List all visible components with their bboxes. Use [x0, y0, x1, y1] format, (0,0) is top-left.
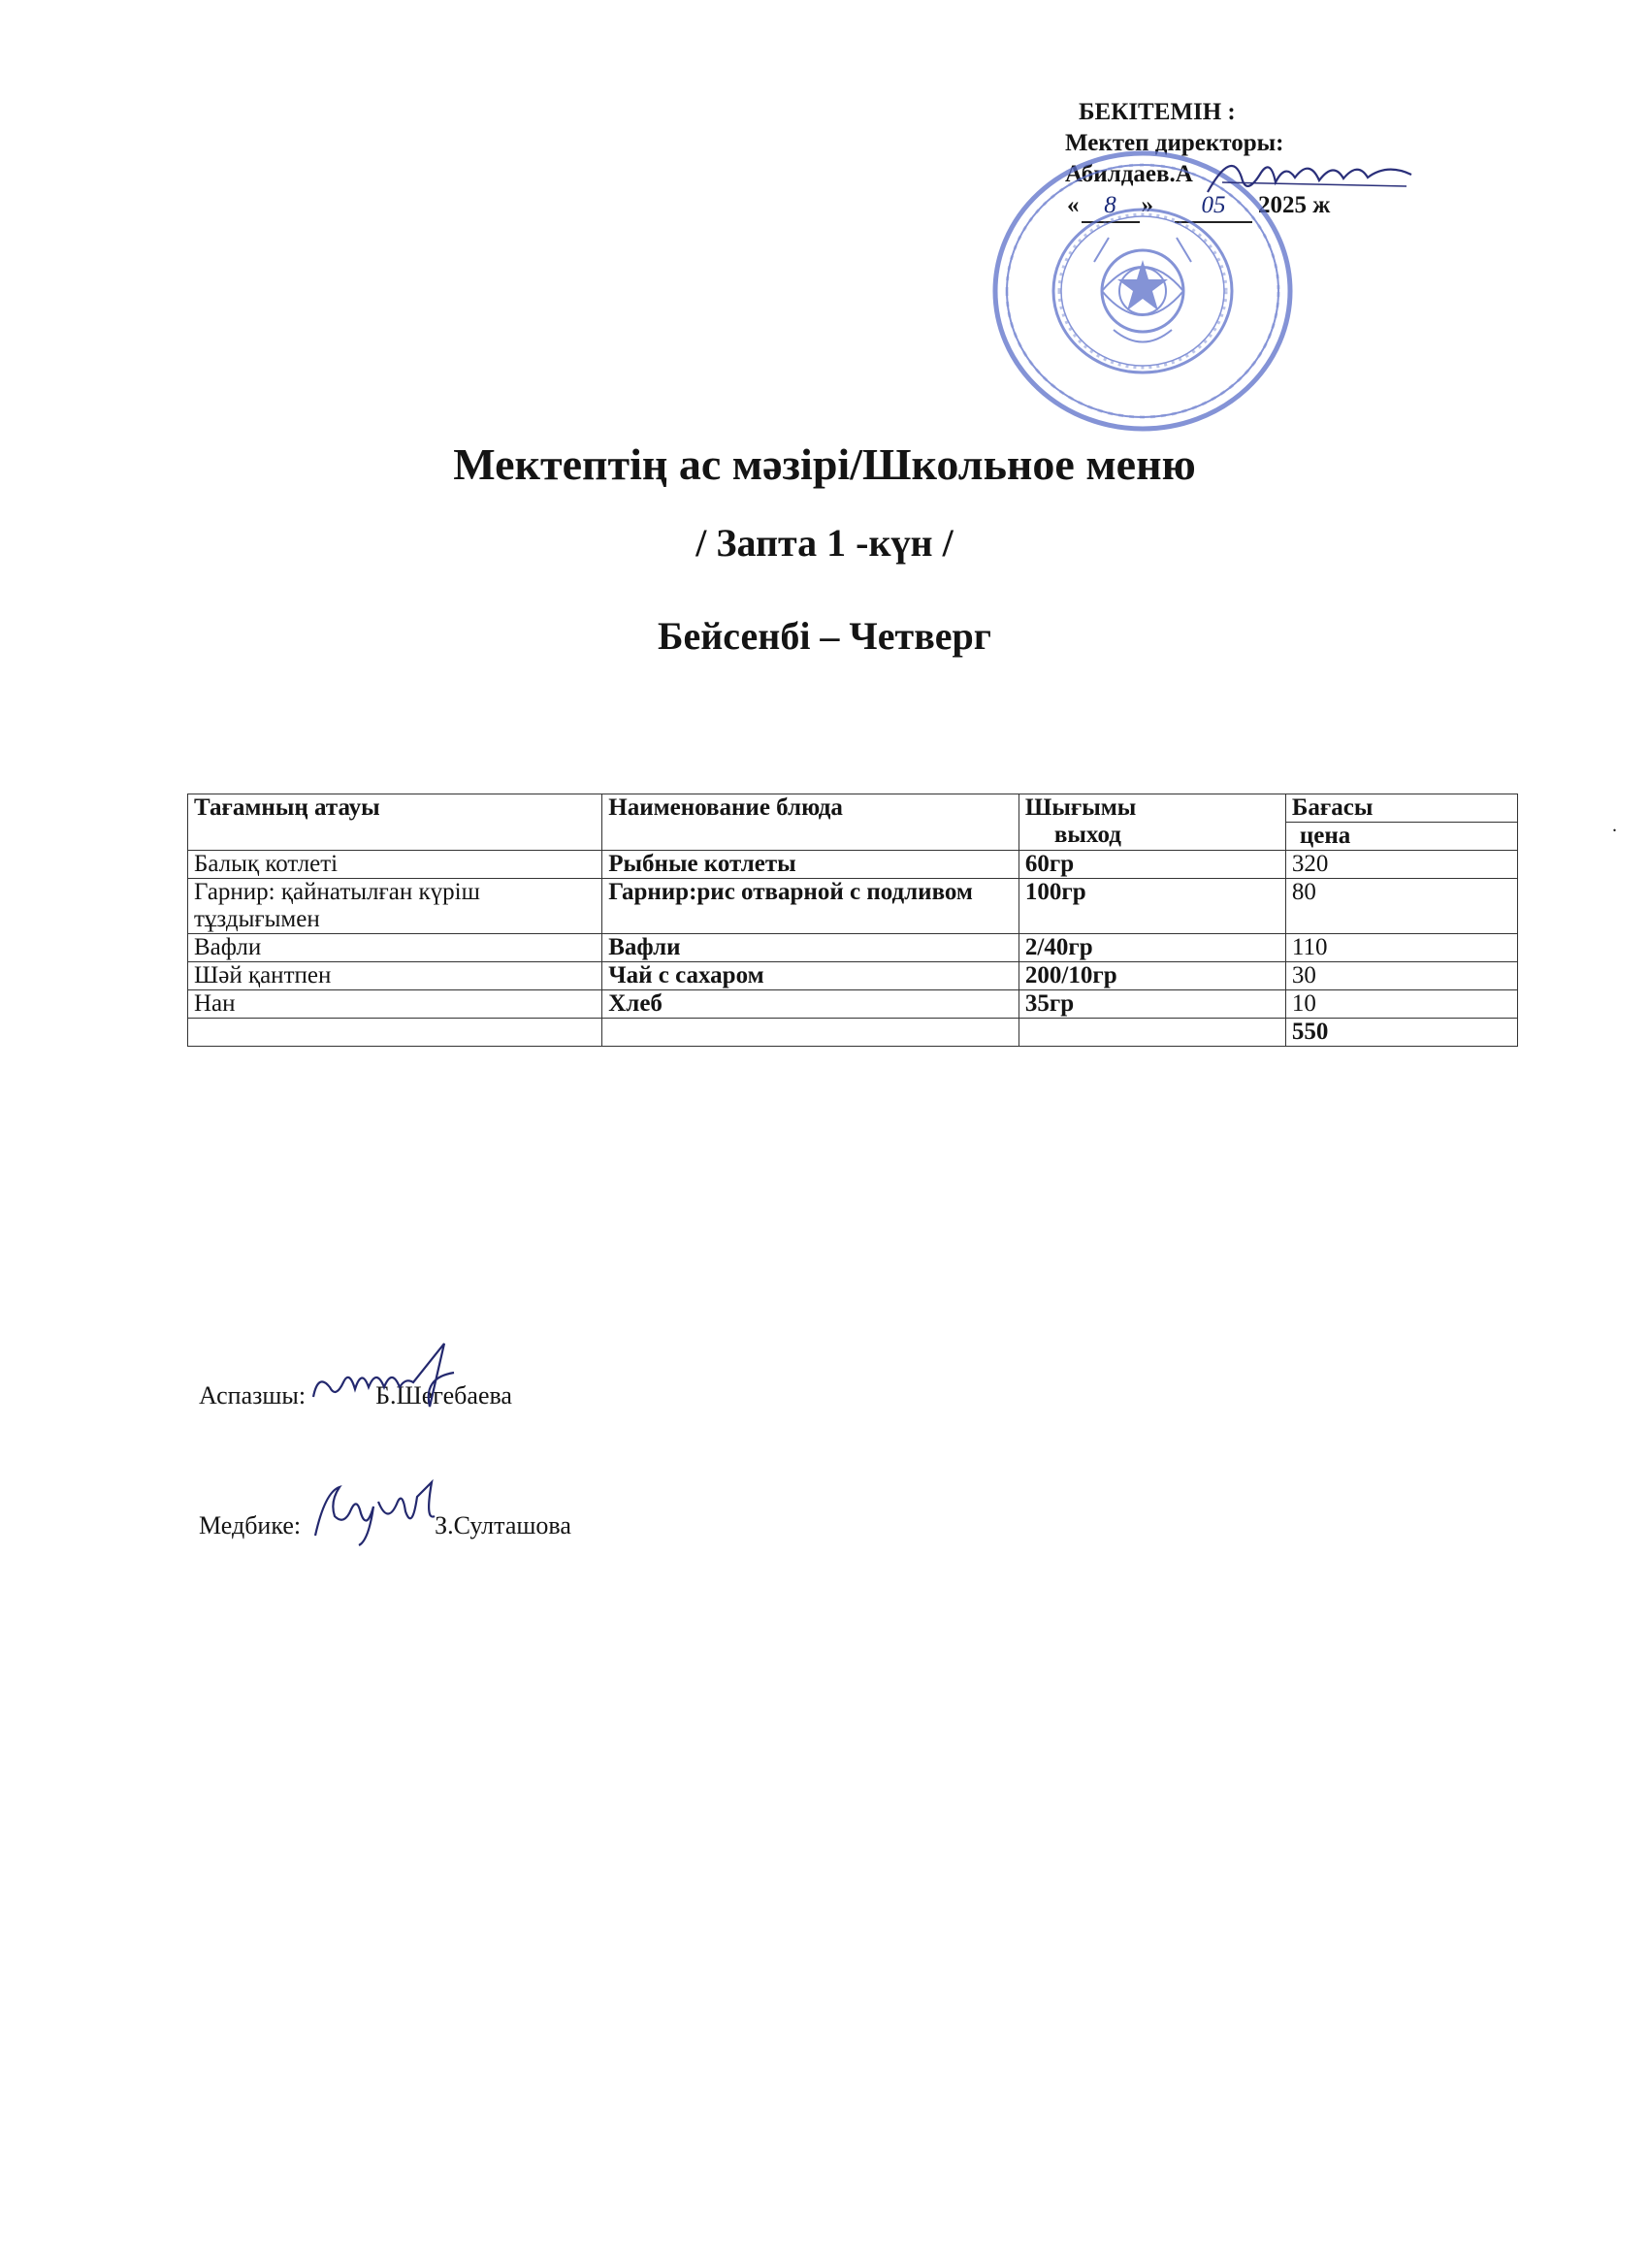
table-total-row	[188, 1019, 1518, 1047]
header-output-ru: выход	[1053, 822, 1121, 848]
cook-label: Аспазшы:	[199, 1381, 307, 1409]
nurse-name: З.Султашова	[435, 1511, 571, 1539]
table-row	[188, 851, 1518, 879]
cell-name-ru: Чай с сахаром	[602, 962, 1019, 990]
cell-output: 60гр	[1018, 851, 1285, 879]
title-line-1: Мектептің ас мәзірі/Школьное меню	[453, 439, 1196, 489]
date-close-quote: »	[1141, 192, 1153, 218]
cell-output: 200/10гр	[1018, 962, 1285, 990]
cell-name-ru: Вафли	[602, 934, 1019, 962]
cell-output: 2/40гр	[1018, 934, 1285, 962]
cook-name: Б.Шегебаева	[375, 1381, 512, 1409]
nurse-signature-icon	[310, 1473, 441, 1550]
menu-table	[187, 794, 1518, 1047]
cell-output: 35гр	[1018, 990, 1285, 1019]
table-row	[188, 934, 1518, 962]
title-line-2: / Запта 1 -күн /	[695, 521, 954, 565]
date-open-quote: «	[1067, 192, 1080, 218]
cell-price: 320	[1285, 851, 1517, 879]
header-output-kz: Шығымы	[1024, 794, 1137, 821]
header-output	[1018, 794, 1285, 851]
header-price-ru: цена	[1285, 823, 1517, 851]
cell-name-kz: Шәй қантпен	[188, 962, 602, 990]
director-signature-icon	[1203, 153, 1416, 202]
cell-name-ru: Рыбные котлеты	[602, 851, 1019, 879]
cell-output: 100гр	[1018, 879, 1285, 934]
cell-name-kz: Гарнир: қайнатылған күріш тұздығымен	[188, 879, 602, 934]
header-name-ru: Наименование блюда	[602, 794, 1019, 851]
date-month: 05	[1175, 190, 1252, 223]
cell-name-kz: Вафли	[188, 934, 602, 962]
nurse-label: Медбике:	[199, 1511, 302, 1539]
cell-empty	[1018, 1019, 1285, 1047]
cell-price: 30	[1285, 962, 1517, 990]
cell-price: 80	[1285, 879, 1517, 934]
table-row	[188, 990, 1518, 1019]
approval-position: Мектеп директоры:	[1065, 130, 1284, 156]
cell-empty	[602, 1019, 1019, 1047]
table-row	[188, 962, 1518, 990]
cell-name-kz: Балық котлеті	[188, 851, 602, 879]
cell-empty	[188, 1019, 602, 1047]
cell-price: 110	[1285, 934, 1517, 962]
cell-name-ru: Гарнир:рис отварной с подливом	[602, 879, 1019, 934]
header-name-kz: Тағамның атауы	[188, 794, 602, 851]
cell-name-kz: Нан	[188, 990, 602, 1019]
approval-heading: БЕКІТЕМІН :	[1079, 99, 1236, 125]
side-mark: .	[1612, 815, 1617, 836]
cell-name-ru: Хлеб	[602, 990, 1019, 1019]
table-row	[188, 879, 1518, 934]
title-line-3: Бейсенбі – Четверг	[658, 614, 991, 658]
cell-total: 550	[1285, 1019, 1517, 1047]
date-year: 2025 ж	[1258, 192, 1331, 218]
cook-signature-icon	[308, 1339, 464, 1416]
approval-name: Абилдаев.А	[1065, 161, 1193, 187]
table-header-row	[188, 794, 1518, 823]
cell-price: 10	[1285, 990, 1517, 1019]
header-price-kz: Бағасы	[1285, 794, 1517, 823]
date-day: 8	[1082, 190, 1140, 223]
